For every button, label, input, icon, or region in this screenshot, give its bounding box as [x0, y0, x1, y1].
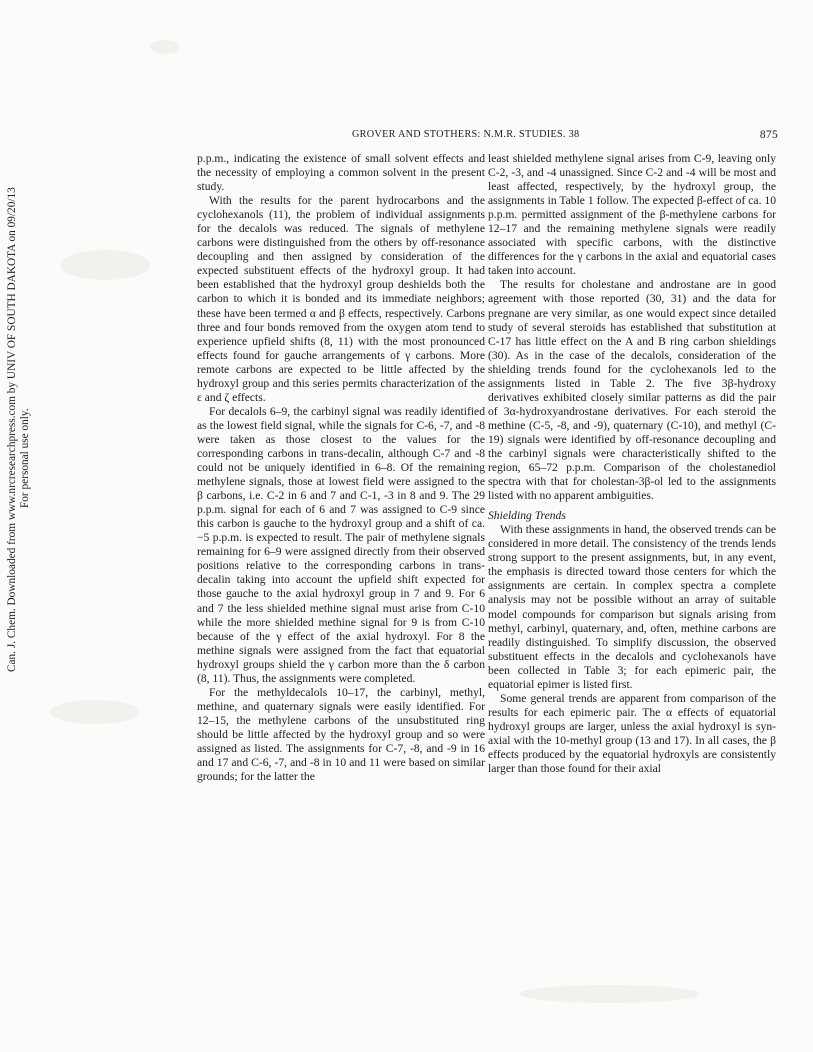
paragraph: With the results for the parent hydrocarbons and the cyclohexanols (11), the problem of individual assignments for the decalols was reduced. The signals of methylene carbons were distinguished from the others by off-resonance decoupling and then assigned by consideration of the expected substituent effects of the hydroxyl group. It had been established that the hydroxyl group deshields both the carbon to which it is bonded and its immediate neighbors; these have been termed α and β effects, respectively. Carbons three and four bonds removed from the oxygen atom tend to experience upfield shifts (8, 11) with the most pronounced effects found for gauche arrangements of γ carbons. More remote carbons are expected to be little affected by the hydroxyl group and this series permits characterization of the ε and ζ effects. — [197, 194, 485, 404]
watermark-line-source: Can. J. Chem. Downloaded from www.nrcresearchpress.com by UNIV OF SOUTH DAKOTA on 09/20/13 — [6, 187, 18, 672]
download-watermark — [0, 0, 40, 1052]
paragraph: For the methyldecalols 10–17, the carbinyl, methyl, methine, and quaternary signals were easily identified. For 12–15, the methylene carbons of the unsubstituted ring should be little affected by the hydroxyl group and so were assigned as listed. The assignments for C-7, -8, and -9 in 16 and 17 and C-6, -7, and -8 in 10 and 11 were based on similar grounds; for the latter the — [197, 685, 485, 784]
paragraph: p.p.m., indicating the existence of small solvent effects and the necessity of employing a common solvent in the present study. — [197, 152, 485, 194]
paragraph: For decalols 6–9, the carbinyl signal was readily identified as the lowest field signal, while the signals for C-6, -7, and -8 were taken as those closest to the values for the corresponding carbons in trans-decalin, although C-7 and -8 could not be uniquely identified in 6–8. Of the remaining methylene signals, those at lowest field were assigned to the β carbons, i.e. C-2 in 6 and 7 and C-1, -3 in 8 and 9. The 29 p.p.m. signal for each of 6 and 7 was assigned to C-9 since this carbon is gauche to the hydroxyl group and a shift of ca. −5 p.p.m. is expected to result. The pair of methylene signals remaining for 6–9 were assigned directly from their observed positions relative to the corresponding carbons in trans-decalin taking into account the upfield shift expected for those gauche to the axial hydroxyl group in 7 and 9. For 6 and 7 the less shielded methine signal must arise from C-10 while the more shielded methine signal for 9 is from C-10 because of the γ effect of the axial hydroxyl. For 8 the methine signals were assigned from the fact that equatorial hydroxyl groups shield the γ carbon more than the δ carbon (8, 11). Thus, the assignments were completed. — [197, 404, 485, 685]
left-column — [197, 152, 485, 784]
paragraph: The results for cholestane and androstane are in good agreement with those reported (30, 31) and the data for pregnane are very similar, as one would expect since detailed study of several steroids has established that substitution at C-17 has little effect on the A and B ring carbon shieldings (30). As in the case of the decalols, consideration of the shielding trends found for the cyclohexanols led to the assignments listed in Table 2. The five 3β-hydroxy derivatives exhibited closely similar patterns as did the pair of 3α-hydroxyandrostane derivatives. For each steroid the methine (C-5, -8, and -9), quaternary (C-10), and methyl (C-19) signals were identified by off-resonance decoupling and the carbinyl signals were characteristically shifted to the region, 65–72 p.p.m. Comparison of the cholestanediol spectra with that for cholestan-3β-ol led to the assignments listed with no apparent ambiguities. — [488, 278, 776, 503]
watermark-line-usage: For personal use only. — [19, 408, 31, 508]
paragraph: least shielded methylene signal arises from C-9, leaving only C-2, -3, and -4 unassigned. Since C-2 and -4 will be most and least affected, respectively, by the hydroxyl group, the assignments in Table 1 follow. The expected β-effect of ca. 10 p.p.m. permitted assignment of the β-methylene carbons for 12–17 and the remaining methylene signals were readily associated with specific carbons, with the distinctive differences for the γ carbons in the axial and equatorial cases taken into account. — [488, 152, 776, 278]
paragraph: Some general trends are apparent from comparison of the results for each epimeric pair. The α effects of equatorial hydroxyl groups are larger, unless the axial hydroxyl is syn-axial with the 10-methyl group (13 and 17). In all cases, the β effects produced by the equatorial hydroxyls are consistently larger than those found for their axial — [488, 691, 776, 776]
right-column — [488, 152, 776, 776]
page-header — [196, 129, 778, 145]
page-number: 875 — [759, 129, 778, 141]
running-title: GROVER AND STOTHERS: N.M.R. STUDIES. 38 — [352, 129, 580, 140]
paragraph: With these assignments in hand, the observed trends can be considered in more detail. The consistency of the trends lends strong support to the present assignments, but, in any event, the emphasis is directed toward those centers for which the assignments are certain. In complex spectra a complete analysis may not be possible without an array of suitable model compounds for comparison but signals arising from methyl, carbinyl, quaternary, and, often, methine carbons are readily distinguished. To simplify discussion, the observed substituent effects in the decalols and cyclohexanols have been collected in Table 3; for each epimeric pair, the equatorial epimer is listed first. — [488, 523, 776, 691]
section-heading: Shielding Trends — [488, 509, 566, 523]
